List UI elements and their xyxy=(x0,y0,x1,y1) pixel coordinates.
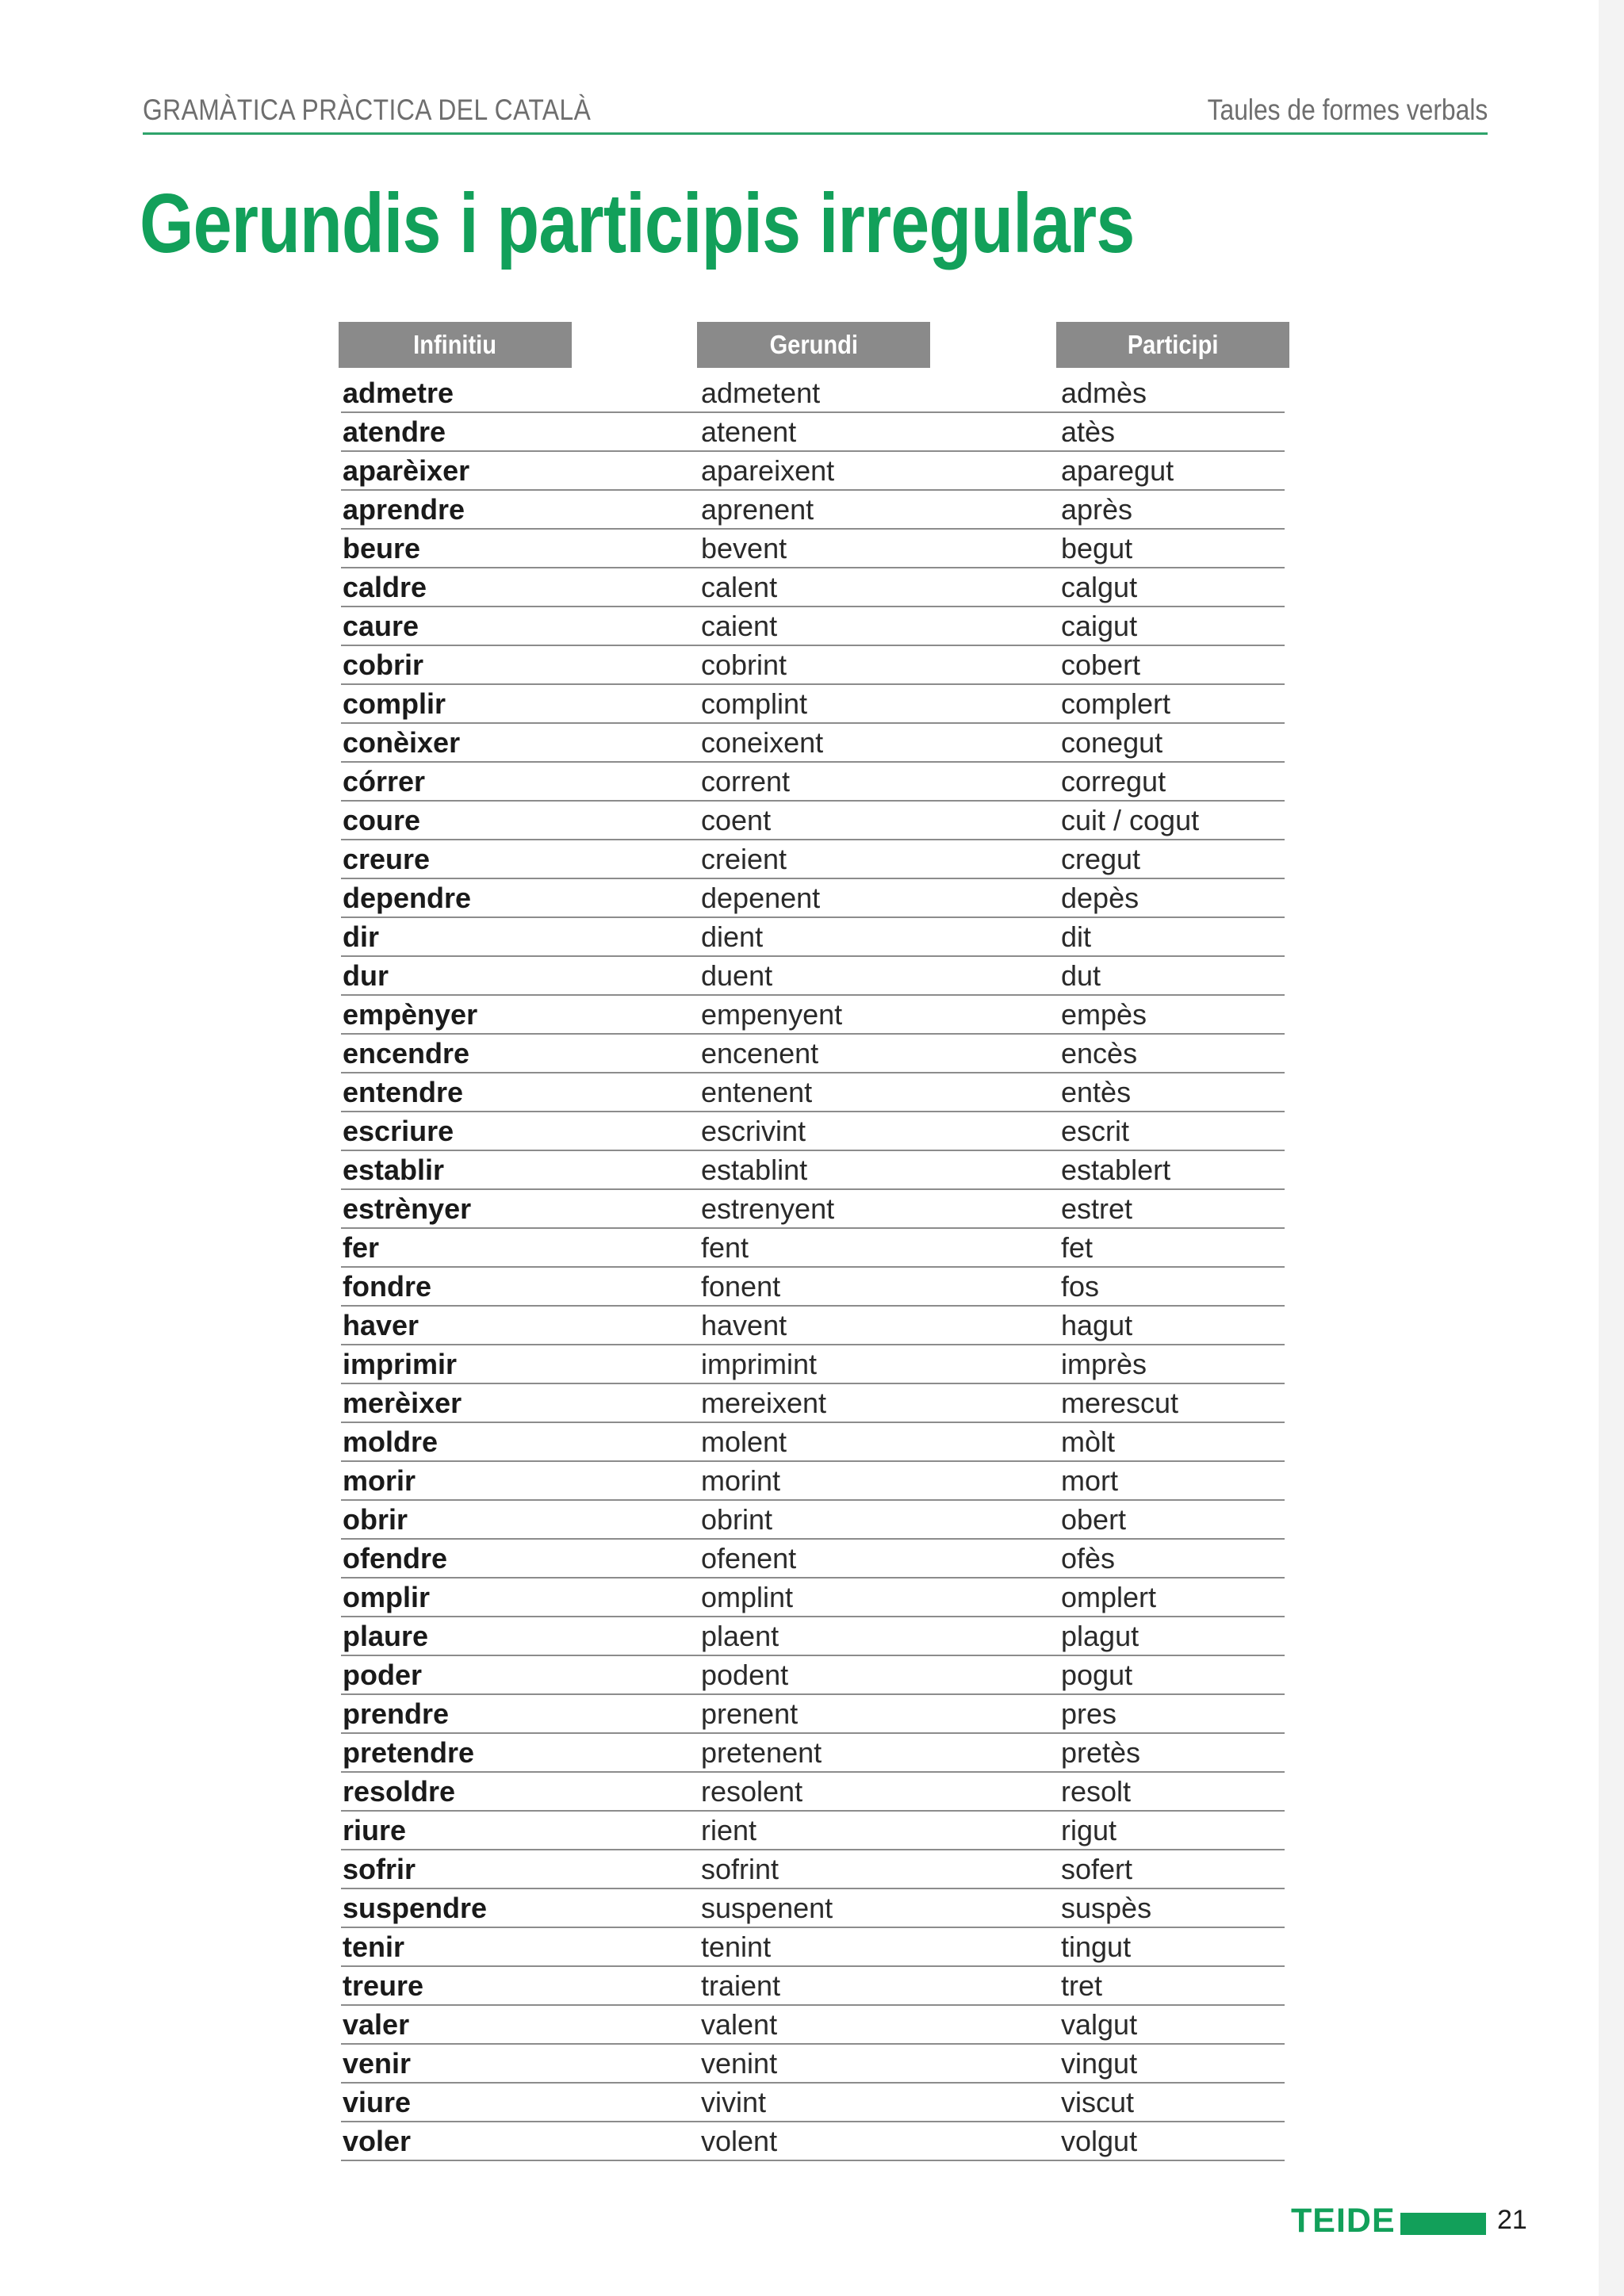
gerundi-cell: calent xyxy=(701,571,778,603)
gerundi-cell: entenent xyxy=(701,1076,813,1108)
infinitiu-cell: dir xyxy=(343,920,380,953)
table-row xyxy=(341,1967,1285,2006)
page-title: Gerundis i participis irregulars xyxy=(140,177,1135,270)
column-header-gerundi xyxy=(697,322,930,368)
participi-cell: encès xyxy=(1061,1037,1138,1070)
gerundi-cell: morint xyxy=(701,1464,781,1497)
gerundi-cell: duent xyxy=(701,959,773,992)
table-row xyxy=(341,1695,1285,1734)
table-row xyxy=(341,1928,1285,1967)
table-row xyxy=(341,1850,1285,1889)
gerundi-cell: omplint xyxy=(701,1581,794,1613)
table-row xyxy=(341,1734,1285,1773)
table-row xyxy=(341,840,1285,879)
table-row xyxy=(341,1229,1285,1268)
table-row xyxy=(341,918,1285,957)
verb-table xyxy=(341,374,1285,2161)
gerundi-cell: atenent xyxy=(701,415,797,448)
participi-cell: merescut xyxy=(1061,1387,1179,1419)
gerundi-cell: prenent xyxy=(701,1697,799,1730)
infinitiu-cell: dur xyxy=(343,959,389,992)
table-row xyxy=(341,1112,1285,1151)
gerundi-cell: caient xyxy=(701,610,778,642)
gerundi-cell: estrenyent xyxy=(701,1192,835,1225)
table-row xyxy=(341,724,1285,763)
table-row xyxy=(341,1812,1285,1850)
participi-cell: cobert xyxy=(1061,649,1141,681)
gerundi-cell: molent xyxy=(701,1425,787,1458)
book-title: GRAMÀTICA PRÀCTICA DEL CATALÀ xyxy=(143,94,592,126)
footer-green-bar xyxy=(1400,2213,1486,2235)
table-row xyxy=(341,1889,1285,1928)
gerundi-cell: dient xyxy=(701,920,764,953)
infinitiu-cell: conèixer xyxy=(343,726,461,759)
infinitiu-cell: creure xyxy=(343,843,431,875)
gerundi-cell: sofrint xyxy=(701,1853,779,1885)
table-row xyxy=(341,1423,1285,1462)
table-row xyxy=(341,957,1285,996)
participi-cell: omplert xyxy=(1061,1581,1157,1613)
table-row xyxy=(341,879,1285,918)
table-row xyxy=(341,1462,1285,1501)
gerundi-cell: ofenent xyxy=(701,1542,797,1575)
infinitiu-cell: haver xyxy=(343,1309,419,1341)
participi-cell: depès xyxy=(1061,882,1139,914)
participi-cell: empès xyxy=(1061,998,1147,1031)
infinitiu-cell: viure xyxy=(343,2086,412,2118)
infinitiu-cell: atendre xyxy=(343,415,446,448)
infinitiu-cell: imprimir xyxy=(343,1348,458,1380)
infinitiu-cell: fondre xyxy=(343,1270,431,1303)
participi-cell: pretès xyxy=(1061,1736,1141,1769)
participi-cell: après xyxy=(1061,493,1133,526)
gerundi-cell: bevent xyxy=(701,532,787,564)
infinitiu-cell: poder xyxy=(343,1659,423,1691)
table-row xyxy=(341,1307,1285,1345)
participi-cell: pogut xyxy=(1061,1659,1133,1691)
participi-cell: hagut xyxy=(1061,1309,1133,1341)
participi-cell: estret xyxy=(1061,1192,1133,1225)
table-row xyxy=(341,607,1285,646)
participi-cell: ofès xyxy=(1061,1542,1116,1575)
participi-cell: aparegut xyxy=(1061,454,1174,487)
gerundi-cell: creient xyxy=(701,843,787,875)
participi-cell: viscut xyxy=(1061,2086,1135,2118)
infinitiu-cell: caure xyxy=(343,610,419,642)
page-edge-shadow xyxy=(1599,0,1624,2296)
participi-cell: resolt xyxy=(1061,1775,1132,1808)
infinitiu-cell: córrer xyxy=(343,765,426,798)
gerundi-cell: imprimint xyxy=(701,1348,818,1380)
infinitiu-cell: aparèixer xyxy=(343,454,470,487)
table-row xyxy=(341,1540,1285,1578)
table-row xyxy=(341,1268,1285,1307)
infinitiu-cell: encendre xyxy=(343,1037,470,1070)
infinitiu-cell: dependre xyxy=(343,882,472,914)
infinitiu-cell: fer xyxy=(343,1231,380,1264)
table-row xyxy=(341,1773,1285,1812)
table-row xyxy=(341,646,1285,685)
gerundi-cell: admetent xyxy=(701,377,821,409)
infinitiu-cell: merèixer xyxy=(343,1387,462,1419)
gerundi-cell: fonent xyxy=(701,1270,781,1303)
table-row xyxy=(341,996,1285,1035)
gerundi-cell: venint xyxy=(701,2047,778,2080)
table-row xyxy=(341,1501,1285,1540)
participi-cell: tret xyxy=(1061,1969,1103,2002)
infinitiu-cell: escriure xyxy=(343,1115,454,1147)
participi-cell: fet xyxy=(1061,1231,1094,1264)
table-row xyxy=(341,568,1285,607)
infinitiu-cell: estrènyer xyxy=(343,1192,472,1225)
table-row xyxy=(341,1151,1285,1190)
participi-cell: begut xyxy=(1061,532,1133,564)
infinitiu-cell: pretendre xyxy=(343,1736,475,1769)
infinitiu-cell: admetre xyxy=(343,377,454,409)
table-row xyxy=(341,763,1285,802)
gerundi-cell: havent xyxy=(701,1309,787,1341)
gerundi-cell: volent xyxy=(701,2125,778,2157)
gerundi-cell: vivint xyxy=(701,2086,767,2118)
participi-cell: obert xyxy=(1061,1503,1127,1536)
gerundi-cell: apareixent xyxy=(701,454,835,487)
participi-cell: fos xyxy=(1061,1270,1100,1303)
infinitiu-cell: beure xyxy=(343,532,421,564)
table-row xyxy=(341,685,1285,724)
gerundi-cell: suspenent xyxy=(701,1892,833,1924)
participi-cell: sofert xyxy=(1061,1853,1133,1885)
infinitiu-cell: suspendre xyxy=(343,1892,488,1924)
participi-cell: pres xyxy=(1061,1697,1117,1730)
table-row xyxy=(341,491,1285,530)
gerundi-cell: traient xyxy=(701,1969,781,2002)
column-header-label: Participi xyxy=(1127,330,1219,359)
gerundi-cell: plaent xyxy=(701,1620,779,1652)
infinitiu-cell: sofrir xyxy=(343,1853,416,1885)
infinitiu-cell: aprendre xyxy=(343,493,465,526)
participi-cell: establert xyxy=(1061,1154,1171,1186)
gerundi-cell: escrivint xyxy=(701,1115,806,1147)
gerundi-cell: empenyent xyxy=(701,998,843,1031)
infinitiu-cell: morir xyxy=(343,1464,416,1497)
gerundi-cell: depenent xyxy=(701,882,821,914)
participi-cell: atès xyxy=(1061,415,1116,448)
infinitiu-cell: moldre xyxy=(343,1425,439,1458)
table-row xyxy=(341,1617,1285,1656)
gerundi-cell: pretenent xyxy=(701,1736,822,1769)
participi-cell: entès xyxy=(1061,1076,1132,1108)
gerundi-cell: podent xyxy=(701,1659,789,1691)
page-number: 21 xyxy=(1497,2205,1527,2235)
gerundi-cell: fent xyxy=(701,1231,749,1264)
gerundi-cell: valent xyxy=(701,2008,778,2041)
infinitiu-cell: coure xyxy=(343,804,421,836)
participi-cell: imprès xyxy=(1061,1348,1147,1380)
table-row xyxy=(341,802,1285,840)
participi-cell: vingut xyxy=(1061,2047,1138,2080)
participi-cell: cregut xyxy=(1061,843,1141,875)
section-title: Taules de formes verbals xyxy=(1207,94,1488,126)
infinitiu-cell: omplir xyxy=(343,1581,431,1613)
infinitiu-cell: empènyer xyxy=(343,998,478,1031)
participi-cell: calgut xyxy=(1061,571,1138,603)
gerundi-cell: encenent xyxy=(701,1037,819,1070)
table-row xyxy=(341,413,1285,452)
participi-cell: volgut xyxy=(1061,2125,1138,2157)
table-row xyxy=(341,1073,1285,1112)
participi-cell: tingut xyxy=(1061,1931,1132,1963)
participi-cell: conegut xyxy=(1061,726,1163,759)
gerundi-cell: coent xyxy=(701,804,772,836)
gerundi-cell: obrint xyxy=(701,1503,773,1536)
table-row xyxy=(341,1035,1285,1073)
infinitiu-cell: valer xyxy=(343,2008,410,2041)
infinitiu-cell: prendre xyxy=(343,1697,450,1730)
infinitiu-cell: obrir xyxy=(343,1503,408,1536)
table-row xyxy=(341,1656,1285,1695)
infinitiu-cell: caldre xyxy=(343,571,427,603)
gerundi-cell: rient xyxy=(701,1814,757,1846)
gerundi-cell: corrent xyxy=(701,765,791,798)
participi-cell: corregut xyxy=(1061,765,1166,798)
column-header-label: Infinitiu xyxy=(413,330,497,359)
table-row xyxy=(341,1345,1285,1384)
gerundi-cell: coneixent xyxy=(701,726,824,759)
running-header xyxy=(143,94,1488,135)
participi-cell: dit xyxy=(1061,920,1092,953)
table-row xyxy=(341,2084,1285,2122)
participi-cell: mòlt xyxy=(1061,1425,1116,1458)
gerundi-cell: mereixent xyxy=(701,1387,827,1419)
infinitiu-cell: venir xyxy=(343,2047,412,2080)
infinitiu-cell: complir xyxy=(343,687,446,720)
table-row xyxy=(341,1578,1285,1617)
column-header-infinitiu xyxy=(339,322,572,368)
infinitiu-cell: establir xyxy=(343,1154,445,1186)
participi-cell: rigut xyxy=(1061,1814,1117,1846)
infinitiu-cell: cobrir xyxy=(343,649,424,681)
table-row xyxy=(341,2006,1285,2045)
participi-cell: caigut xyxy=(1061,610,1138,642)
table-row xyxy=(341,2122,1285,2161)
table-row xyxy=(341,2045,1285,2084)
column-header-label: Gerundi xyxy=(769,330,858,359)
table-row xyxy=(341,452,1285,491)
participi-cell: suspès xyxy=(1061,1892,1152,1924)
gerundi-cell: tenint xyxy=(701,1931,772,1963)
infinitiu-cell: voler xyxy=(343,2125,412,2157)
participi-cell: dut xyxy=(1061,959,1101,992)
gerundi-cell: aprenent xyxy=(701,493,814,526)
table-row xyxy=(341,530,1285,568)
participi-cell: valgut xyxy=(1061,2008,1138,2041)
infinitiu-cell: treure xyxy=(343,1969,424,2002)
infinitiu-cell: entendre xyxy=(343,1076,464,1108)
participi-cell: cuit / cogut xyxy=(1061,804,1200,836)
table-row xyxy=(341,374,1285,413)
table-row xyxy=(341,1190,1285,1229)
infinitiu-cell: riure xyxy=(343,1814,407,1846)
participi-cell: mort xyxy=(1061,1464,1118,1497)
header-divider xyxy=(143,132,1488,135)
infinitiu-cell: resoldre xyxy=(343,1775,456,1808)
participi-cell: plagut xyxy=(1061,1620,1139,1652)
infinitiu-cell: ofendre xyxy=(343,1542,448,1575)
participi-cell: admès xyxy=(1061,377,1147,409)
gerundi-cell: cobrint xyxy=(701,649,787,681)
table-row xyxy=(341,1384,1285,1423)
participi-cell: escrit xyxy=(1061,1115,1130,1147)
gerundi-cell: complint xyxy=(701,687,808,720)
infinitiu-cell: plaure xyxy=(343,1620,429,1652)
gerundi-cell: establint xyxy=(701,1154,808,1186)
infinitiu-cell: tenir xyxy=(343,1931,405,1963)
participi-cell: complert xyxy=(1061,687,1171,720)
gerundi-cell: resolent xyxy=(701,1775,803,1808)
publisher-logo: TEIDE xyxy=(1291,2202,1396,2240)
column-header-participi xyxy=(1056,322,1289,368)
